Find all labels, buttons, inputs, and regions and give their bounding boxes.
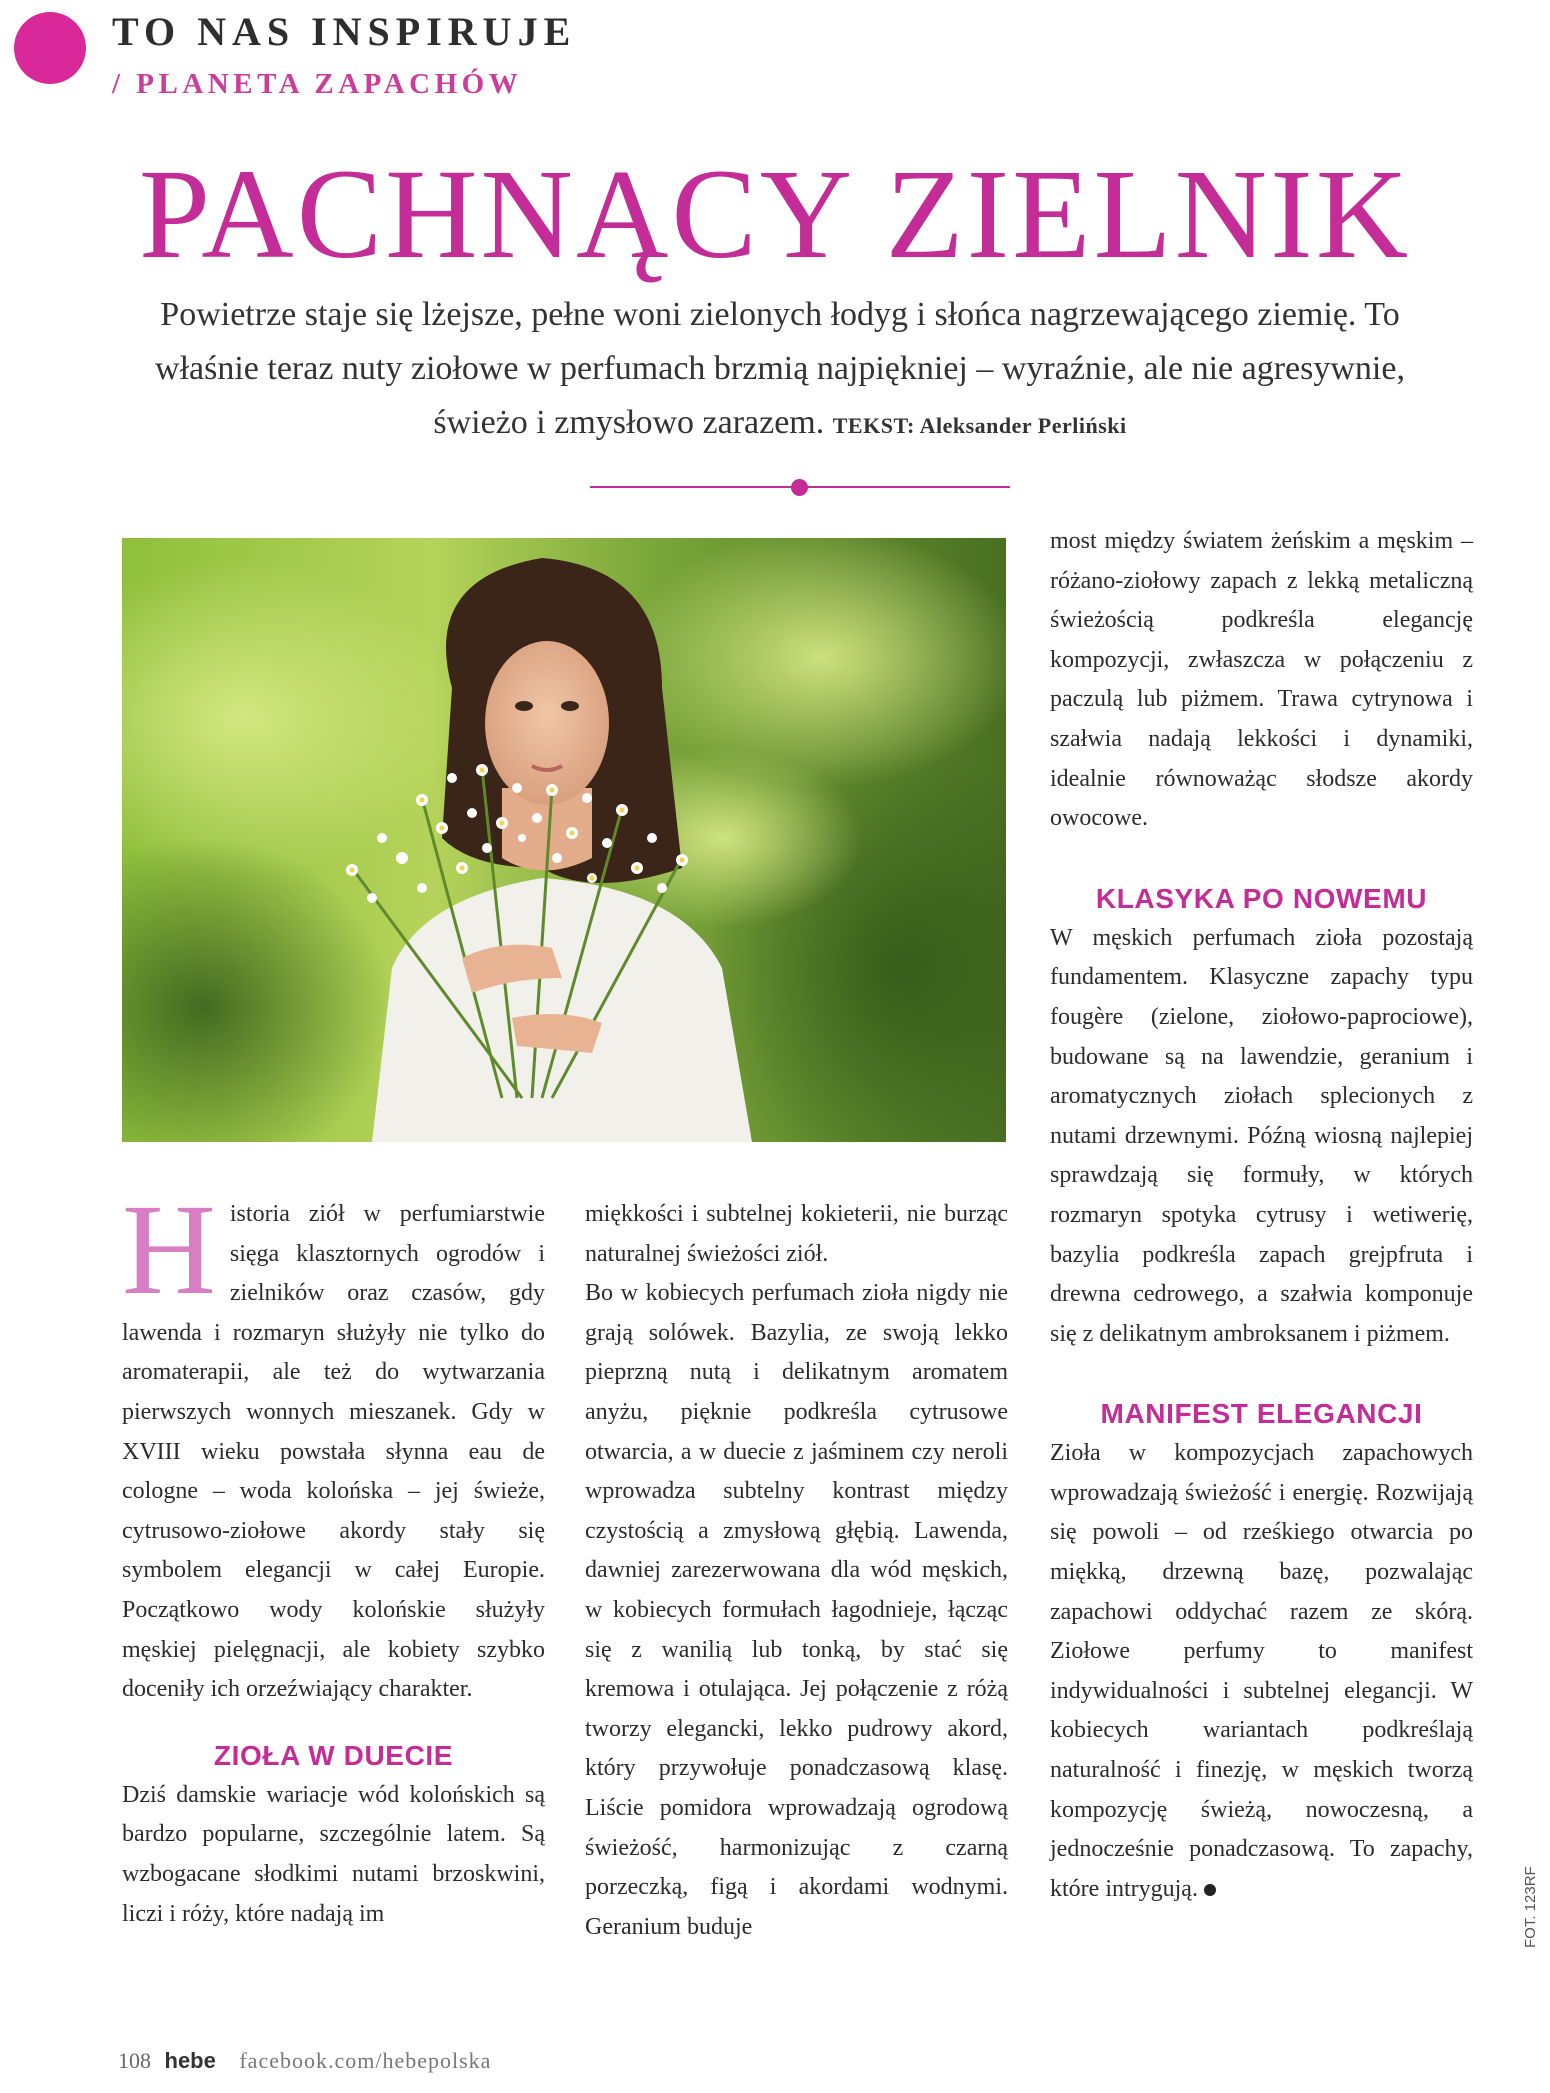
section-label: TO NAS INSPIRUJE <box>112 9 577 54</box>
section-marker-circle <box>14 12 86 84</box>
brand-logo: hebe <box>164 2048 216 2073</box>
paragraph: Dziś damskie wariacje wód kolońskich są bardzo popularne, szczególnie latem. Są wzbogacane słodkimi nutami brzoskwini, liczi i róży, które nadają im <box>122 1781 545 1927</box>
article-photo <box>122 538 1006 1142</box>
woman-with-chamomile-bouquet-image <box>122 538 1006 1142</box>
photo-credit: FOT. 123RF <box>1522 1866 1539 1948</box>
heading-ziola-w-duecie: ZIOŁA W DUECIE <box>213 1739 454 1771</box>
facebook-link[interactable]: facebook.com/hebepolska <box>239 2048 492 2073</box>
intro-paragraph <box>122 1178 545 1710</box>
paragraph: Bo w kobiecych perfumach zioła nigdy nie grają solówek. Bazylia, ze swoją lekko pieprzną nutą i delikatnym aromatem anyżu, pięknie podkreśla cytrusowe otwarcia, a w duecie z jaśminem czy neroli wprowadza subtelny kontrast między czystością a zmysłową głębią. Lawenda, dawniej zarezerwowana dla wód męskich, w kobiecych formułach łagodnieje, łącząc się z wanilią lub tonką, by stać się kremowa i otulająca. Jej połączenie z różą tworzy elegancki, lekko pudrowy akord, który przywołuje ponadczasową klasę. Liście pomidora wprowadzają ogrodową świeżość, harmonizując z czarną porzeczką, figą i akordami wodnymi. Geranium buduje <box>585 1280 1008 1940</box>
article-column-3 <box>1050 522 1473 1909</box>
author-credit: TEKST: Aleksander Perliński <box>832 413 1127 438</box>
paragraph-text: Zioła w kompozycjach zapachowych wprowadzają świeżość i energię. Rozwijają się powoli – od rześkiego otwarcia po miękką, drzewną bazę, pozwalając zapachowi oddychać razem ze skórą. Ziołowe perfumy to manifest indywidualności i subtelnej elegancji. W kobiecych wariantach podkreślają naturalność i finezję, w męskich tworzą kompozycję świeżą, nowoczesną, a jednocześnie ponadczasową. To zapachy, które intrygują. <box>1050 1440 1473 1902</box>
intro-text: istoria ziół w perfumiarstwie sięga klasztornych ogrodów i zielników oraz czasów, gdy lawenda i rozmaryn służyły nie tylko do aromaterapii, ale też do wytwarzania pierwszych wonnych mieszanek. Gdy w XVIII wieku powstała słynna eau de cologne – woda kolońska – jej świeże, cytrusowo-ziołowe akordy stały się symbolem elegancji w całej Europie. Początkowo wody kolońskie służyły męskiej pielęgnacji, ale kobiety szybko doceniły ich orzeźwiający charakter. <box>122 1201 545 1703</box>
article-title: PACHNĄCY ZIELNIK <box>138 143 1412 285</box>
end-mark-icon <box>1204 1884 1216 1896</box>
subsection-label: / PLANETA ZAPACHÓW <box>112 68 523 100</box>
closing-paragraph <box>1050 1434 1473 1909</box>
paragraph: miękkości i subtelnej kokieterii, nie burząc naturalnej świeżości ziół. <box>585 1201 1008 1267</box>
drop-cap: H <box>122 1178 216 1322</box>
paragraph: W męskich perfumach zioła pozostają fundamentem. Klasyczne zapachy typu fougère (zielone, ziołowo-paprociowe), budowane są na lawendzie, geranium i aromatycznych ziołach splecionych z nutami drzewnymi. Późną wiosną najlepiej sprawdzają się formuły, w których rozmaryn spotyka cytrusy i wetiwerię, bazylia podkreśla zapach grejpfruta i drewna cedrowego, a szałwia komponuje się z delikatnym ambroksanem i piżmem. <box>1050 924 1473 1347</box>
corner-mark: = <box>18 14 24 25</box>
page-number: 108 <box>118 2048 151 2073</box>
article-column-2 <box>585 1195 1008 1947</box>
article-column-1 <box>122 1178 545 1934</box>
divider-dot <box>791 479 808 496</box>
page-footer <box>118 2048 491 2074</box>
lead-text: Powietrze staje się lżejsze, pełne woni zielonych łodyg i słońca nagrzewającego ziemię. To właśnie teraz nuty ziołowe w perfumach brzmią najpiękniej – wyraźnie, ale nie agresywnie, świeżo i zmysłowo zarazem. <box>155 296 1405 441</box>
paragraph: most między światem żeńskim a męskim – różano-ziołowy zapach z lekką metaliczną świeżością podkreśla elegancję kompozycji, zwłaszcza w połączeniu z paczulą lub piżmem. Trawa cytrynowa i szałwia nadają lekkości i dynamiki, idealnie równoważąc słodsze akordy owocowe. <box>1050 528 1473 832</box>
heading-klasyka-po-nowemu: KLASYKA PO NOWEMU <box>1095 882 1428 914</box>
article-lead <box>130 288 1430 453</box>
heading-manifest-elegancji: MANIFEST ELEGANCJI <box>1100 1398 1423 1430</box>
